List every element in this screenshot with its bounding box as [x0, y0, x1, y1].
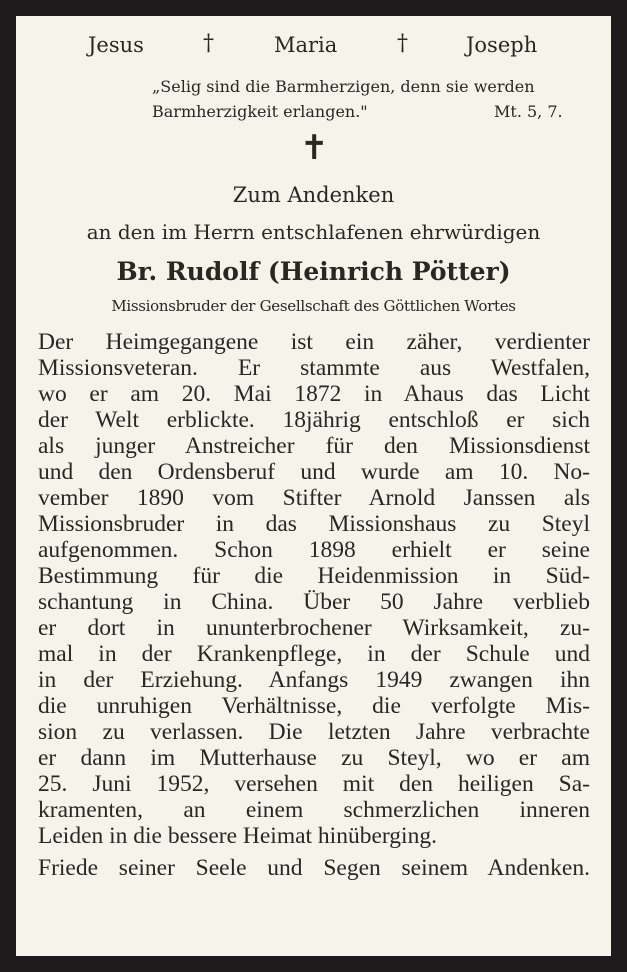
deceased-name: Br. Rudolf (Heinrich Pötter) [116, 257, 511, 286]
memorial-subheading: an den im Herrn entschlafenen ehrwürdigen [86, 220, 541, 244]
body-line: er dann im Mutterhause zu Steyl, wo er am [38, 745, 590, 771]
body-line: Der Heimgegangene ist ein zäher, verdienter [38, 329, 590, 355]
memorial-heading: Zum Andenken [232, 183, 395, 207]
body-line: Leiden in die bessere Heimat hinüberging. [38, 823, 437, 849]
body-line: Missionsveteran. Er stammte aus Westfalen, [38, 355, 590, 381]
header-maria: Maria [274, 33, 338, 57]
body-line: als junger Anstreicher für den Missionsdienst [38, 433, 590, 459]
body-line: die unruhigen Verhältnisse, die verfolgte Mis- [38, 693, 590, 719]
dagger-cross-icon: † [397, 31, 408, 56]
order-subtitle: Missionsbruder der Gesellschaft des Göttlichen Wortes [111, 297, 516, 315]
body-line: wo er am 20. Mai 1872 in Ahaus das Licht [38, 381, 590, 407]
body-line: und den Ordensberuf und wurde am 10. No- [38, 459, 590, 485]
body-line: Bestimmung für die Heidenmission in Süd- [38, 563, 590, 589]
body-line: Missionsbruder in das Missionshaus zu Steyl [38, 511, 590, 537]
body-line: er dort in ununterbrochener Wirksamkeit, zu- [38, 615, 590, 641]
quote-reference: Mt. 5, 7. [494, 102, 563, 121]
header-joseph: Joseph [466, 33, 538, 57]
body-line: vember 1890 vom Stifter Arnold Janssen als [38, 485, 590, 511]
body-line: mal in der Krankenpflege, in der Schule und [38, 641, 590, 667]
body-line: schantung in China. Über 50 Jahre verblieb [38, 589, 590, 615]
body-line: sion zu verlassen. Die letzten Jahre verbrachte [38, 719, 590, 745]
body-line: 25. Juni 1952, versehen mit den heiligen Sa- [38, 771, 590, 797]
dagger-cross-icon: † [203, 31, 214, 56]
body-line: der Welt erblickte. 18jährig entschloß er sich [38, 407, 590, 433]
body-line: kramenten, an einem schmerzlichen inneren [38, 797, 590, 823]
body-line: aufgenommen. Schon 1898 erhielt er seine [38, 537, 590, 563]
closing-blessing: Friede seiner Seele und Segen seinem Andenken. [38, 855, 590, 881]
body-line: in der Erziehung. Anfangs 1949 zwangen ihn [38, 667, 590, 693]
latin-cross-icon: ✝ [300, 128, 329, 168]
quote-line-1: „Selig sind die Barmherzigen, denn sie werden [152, 77, 535, 96]
header-jesus: Jesus [88, 33, 144, 57]
quote-line-2: Barmherzigkeit erlangen." [152, 102, 368, 121]
